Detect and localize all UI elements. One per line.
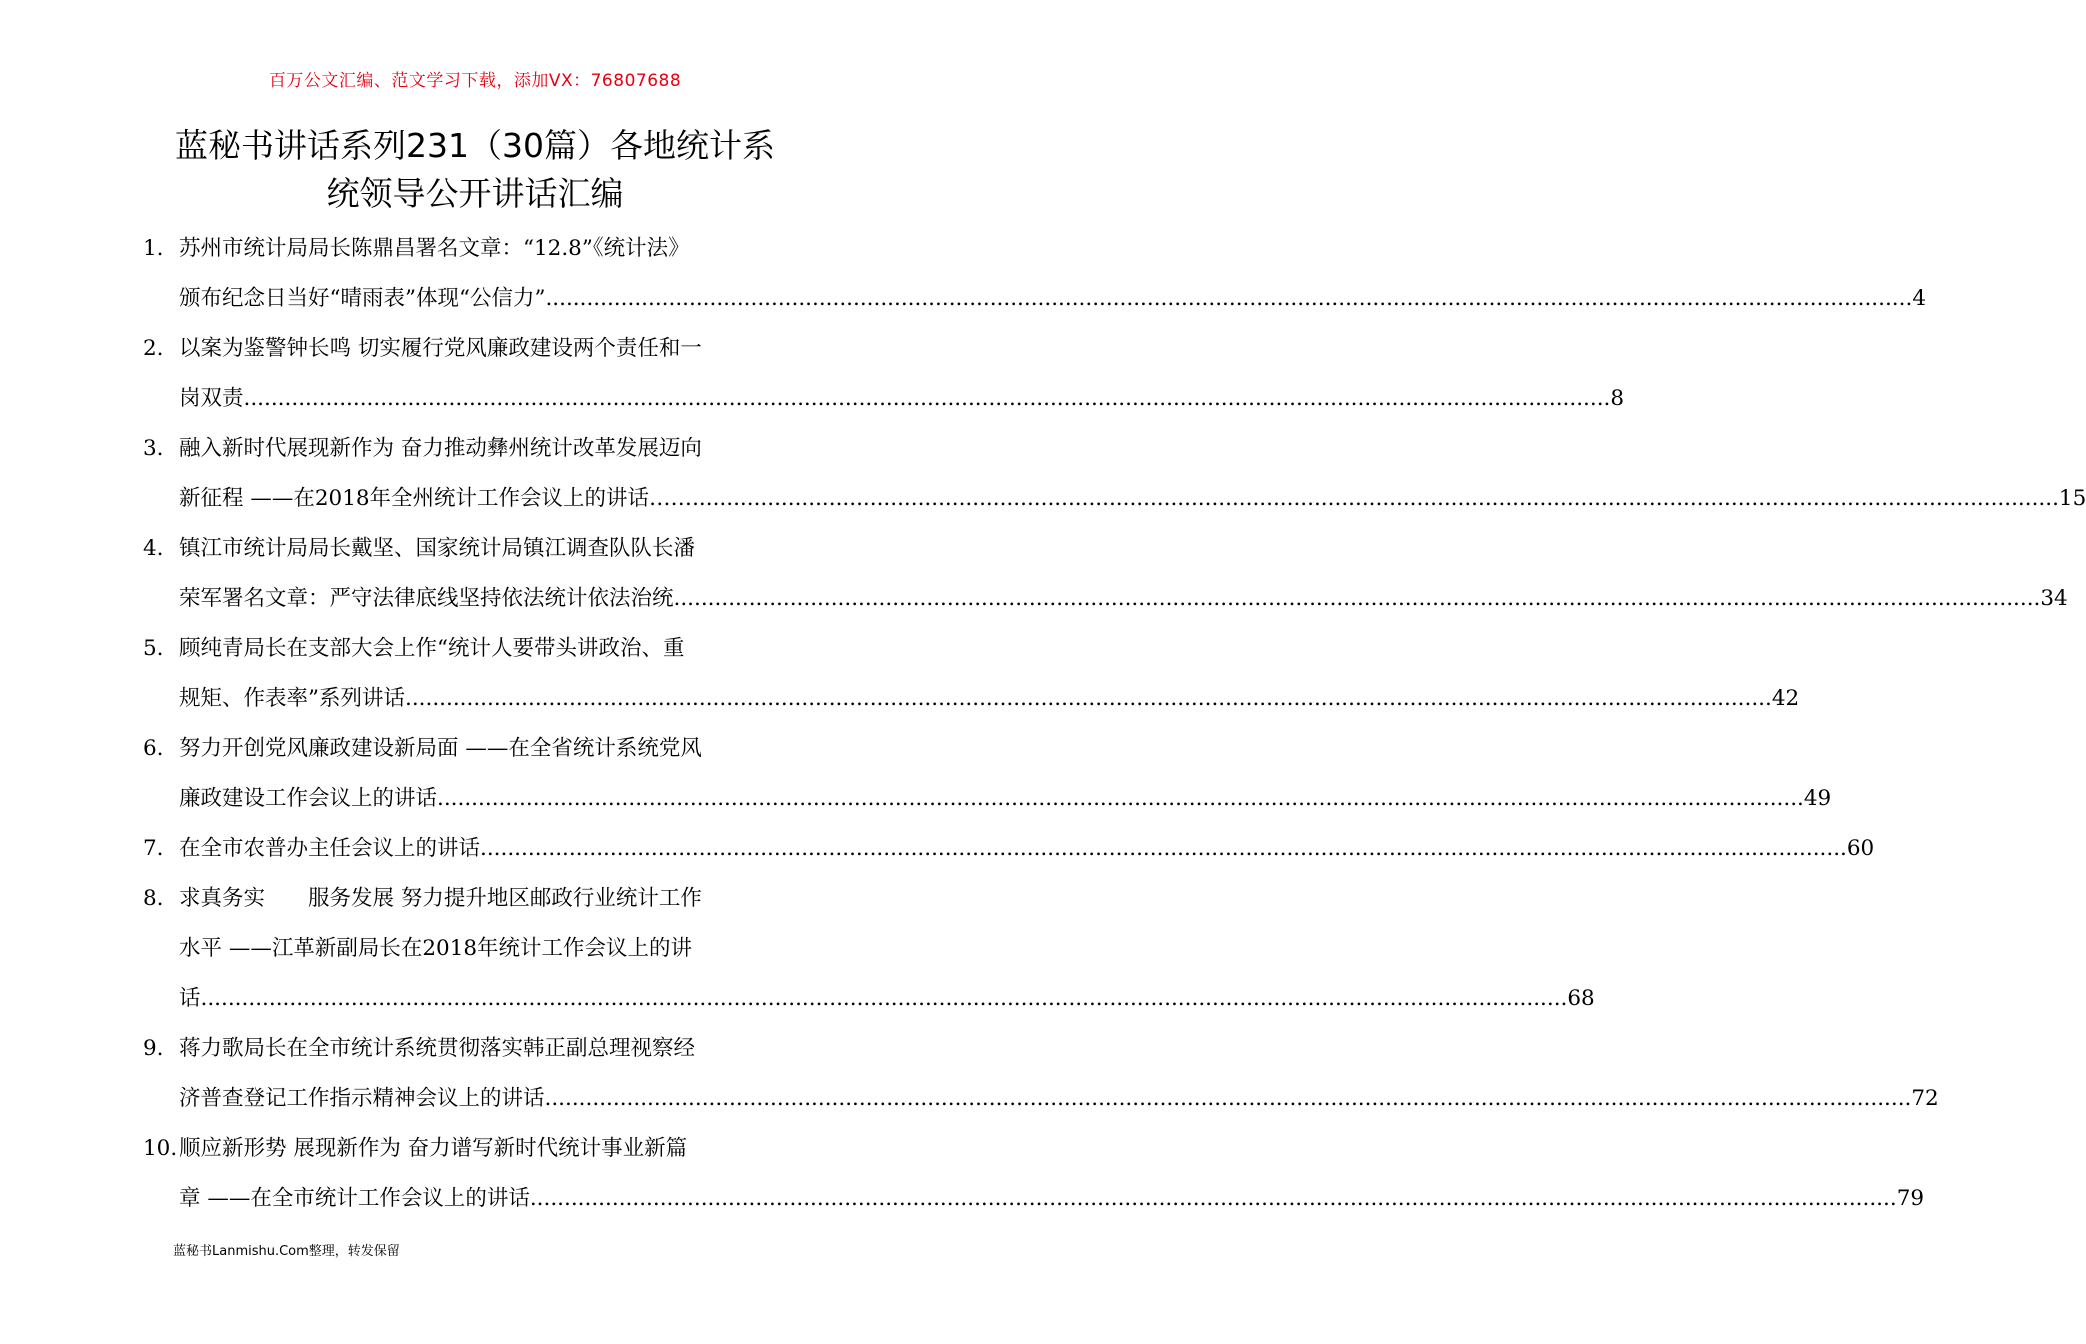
toc-entry-text-line: 努力开创党风廉政建设新局面 ——在全省统计系统党风 [179, 736, 702, 761]
toc-entry-title-end: 在全市农普办主任会议上的讲话 [179, 836, 481, 861]
toc-entry-text-line: 蒋力歌局长在全市统计系统贯彻落实韩正副总理视察经 [179, 1036, 696, 1061]
toc-entry-text-line: 水平 ——江革新副局长在2018年统计工作会议上的讲 [179, 936, 693, 961]
toc-entry-text-line: 融入新时代展现新作为 奋力推动彝州统计改革发展迈向 [179, 436, 702, 461]
toc-entry-number: 5. [143, 636, 164, 661]
toc-page-number: 68 [1567, 986, 1595, 1011]
document-title [120, 122, 830, 218]
toc-entry-title-end: 廉政建设工作会议上的讲话 [179, 786, 438, 811]
title-line-1: 蓝秘书讲话系列231（30篇）各地统计系 [175, 126, 775, 165]
toc-leader-dots: ........................................................................................................................................................................................................ [243, 386, 1611, 411]
title-line-2: 统领导公开讲话汇编 [326, 174, 624, 213]
toc-leader-dots: ........................................................................................................................................................................................................ [544, 1086, 1912, 1111]
footer-note: 蓝秘书Lanmishu.Com整理，转发保留 [173, 1244, 400, 1259]
toc-page-number: 49 [1803, 786, 1832, 811]
toc-entry[interactable] [143, 1024, 1939, 1124]
toc-entry[interactable] [143, 324, 1625, 424]
toc-entry-title-end: 新征程 ——在2018年全州统计工作会议上的讲话…… [179, 486, 693, 511]
toc-entry-text-line: 顺应新形势 展现新作为 奋力谱写新时代统计事业新篇 [179, 1136, 688, 1161]
toc-entry-last-line [179, 474, 2086, 524]
toc-page-number: 4 [1912, 286, 1927, 311]
toc-entry-text-line: 顾纯青局长在支部大会上作“统计人要带头讲政治、重 [179, 636, 685, 661]
toc-entry-title-end: 岗双责 [179, 386, 244, 411]
toc-entry-title-end: 荣军署名文章：严守法律底线坚持依法统计依法治统 [179, 586, 674, 611]
toc-page-number: 42 [1771, 686, 1800, 711]
header-contact-line: 百万公文汇编、范文学习下载，添加VX：76807688 [268, 71, 682, 91]
toc-entry-last-line [179, 824, 1875, 874]
toc-leader-dots: ........................................................................................................................................................................................................ [437, 786, 1804, 811]
toc-page-number: 8 [1610, 386, 1625, 411]
toc-entry-title-end: 话 [179, 986, 201, 1011]
toc-leader-dots: ........................................................................................................................................................................................................ [480, 836, 1847, 861]
toc-entry[interactable] [143, 824, 1875, 874]
toc-entry-text-line: 求真务实 服务发展 努力提升地区邮政行业统计工作 [179, 886, 702, 911]
toc-page-number: 60 [1846, 836, 1875, 861]
toc-leader-dots: ........................................................................................................................................................................................................ [529, 1186, 1897, 1211]
toc-leader-dots: ........................................................................................................................................................................................................ [200, 986, 1568, 1011]
toc-entry-number: 9. [143, 1036, 164, 1061]
table-of-contents [143, 224, 2086, 1224]
toc-entry-last-line [179, 674, 1800, 724]
toc-entry-number: 2. [143, 336, 164, 361]
toc-entry-last-line [179, 574, 2068, 624]
toc-entry-last-line [179, 774, 1832, 824]
toc-entry-number: 8. [143, 886, 164, 911]
toc-entry-number: 10. [143, 1136, 178, 1161]
toc-entry-text-line: 镇江市统计局局长戴坚、国家统计局镇江调查队队长潘 [179, 536, 696, 561]
toc-entry-title-end: 济普查登记工作指示精神会议上的讲话 [179, 1086, 545, 1111]
toc-entry-title-end: 规矩、作表率”系列讲话 [179, 686, 405, 711]
toc-page-number: 34 [2040, 586, 2068, 611]
toc-entry[interactable] [143, 624, 1800, 724]
toc-entry-last-line [179, 974, 1595, 1024]
toc-entry-number: 6. [143, 736, 164, 761]
toc-entry-number: 1. [143, 236, 164, 261]
toc-entry-last-line [179, 1074, 1939, 1124]
toc-entry-text-line: 以案为鉴警钟长鸣 切实履行党风廉政建设两个责任和一 [179, 336, 702, 361]
toc-entry-text-line: 苏州市统计局局长陈鼎昌署名文章：“12.8”《统计法》 [179, 236, 690, 261]
toc-entry-number: 7. [143, 836, 164, 861]
toc-leader-dots: ........................................................................................................................................................................................................ [673, 586, 2041, 611]
toc-entry[interactable] [143, 874, 1595, 1024]
toc-leader-dots: ........................................................................................................................................................................................................ [545, 286, 1913, 311]
toc-page-number: 72 [1911, 1086, 1939, 1111]
toc-entry-number: 3. [143, 436, 164, 461]
toc-entry-last-line [179, 1174, 1925, 1224]
toc-entry-title-end: 颁布纪念日当好“晴雨表”体现“公信力” [179, 286, 546, 311]
toc-entry-last-line [179, 374, 1625, 424]
toc-entry[interactable] [143, 524, 2068, 624]
toc-entry[interactable] [143, 1124, 1925, 1224]
toc-leader-dots: ........................................................................................................................................................................................................ [692, 486, 2059, 511]
toc-leader-dots: ........................................................................................................................................................................................................ [405, 686, 1772, 711]
toc-entry[interactable] [143, 224, 1927, 324]
toc-entry-number: 4. [143, 536, 164, 561]
toc-page-number: 79 [1896, 1186, 1925, 1211]
toc-entry[interactable] [143, 424, 2086, 524]
toc-entry[interactable] [143, 724, 1832, 824]
toc-entry-last-line [179, 274, 1927, 324]
toc-page-number: 15 [2058, 486, 2086, 511]
toc-entry-title-end: 章 ——在全市统计工作会议上的讲话 [179, 1186, 530, 1211]
